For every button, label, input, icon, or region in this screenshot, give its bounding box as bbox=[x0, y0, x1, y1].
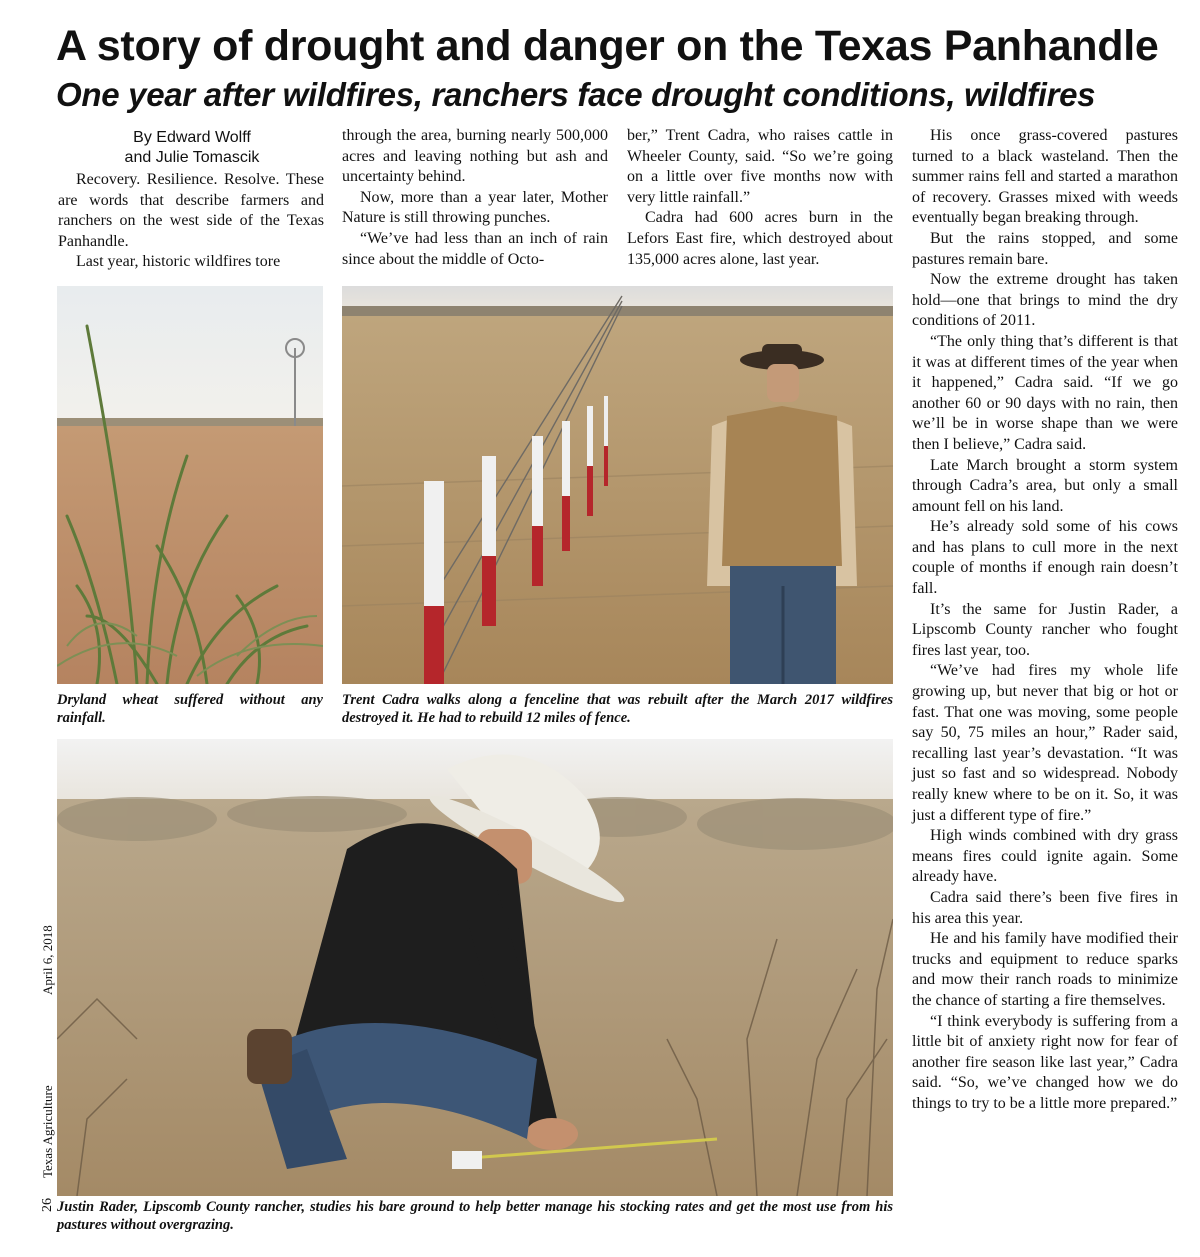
headline: A story of drought and danger on the Texas Panhandle bbox=[56, 22, 1159, 70]
paragraph: ber,” Trent Cadra, who raises cattle in Wheeler County, said. “So we’re going on a little over five months now with very little rainfall.” bbox=[627, 127, 893, 206]
article-column-4 bbox=[912, 126, 1178, 1115]
byline-author-1: By Edward Wolff bbox=[133, 129, 251, 146]
rancher-photo-caption: Justin Rader, Lipscomb County rancher, studies his bare ground to help better manage his stocking rates and get the most use from his pastures without overgrazing. bbox=[57, 1199, 893, 1233]
article-column-1 bbox=[58, 170, 324, 273]
byline bbox=[58, 128, 326, 168]
paragraph: He’s already sold some of his cows and has plans to cull more in the next couple of months if enough rain doesn’t fall. bbox=[912, 518, 1178, 598]
paragraph: Cadra said there’s been five fires in his area this year. bbox=[912, 888, 1178, 927]
article-column-2 bbox=[342, 126, 608, 270]
byline-author-2: and Julie Tomascik bbox=[124, 149, 260, 166]
article-column-3 bbox=[627, 126, 893, 270]
wheat-photo bbox=[57, 286, 323, 684]
subheadline: One year after wildfires, ranchers face drought conditions, wildfires bbox=[56, 76, 1096, 113]
fenceline-photo-caption: Trent Cadra walks along a fenceline that was rebuilt after the March 2017 wildfires destroyed it. He had to rebuild 12 miles of fence. bbox=[342, 692, 893, 726]
paragraph: Now, more than a year later, Mother Nature is still throwing punches. bbox=[342, 188, 608, 227]
paragraph: Late March brought a storm system through Cadra’s area, but only a small amount fell on his land. bbox=[912, 456, 1178, 515]
fenceline-photo bbox=[342, 286, 893, 684]
paragraph: High winds combined with dry grass means fires could ignite again. Some already have. bbox=[912, 827, 1178, 886]
paragraph: But the rains stopped, and some pastures remain bare. bbox=[912, 229, 1178, 268]
paragraph: It’s the same for Justin Rader, a Lipscomb County rancher who fought fires last year, too. bbox=[912, 600, 1178, 659]
folio-publication bbox=[40, 1085, 60, 1194]
paragraph: Now the extreme drought has taken hold—one that brings to mind the dry conditions of 2011. bbox=[912, 271, 1178, 330]
paragraph: Cadra had 600 acres burn in the Lefors East fire, which destroyed about 135,000 acres alone, last year. bbox=[627, 209, 893, 268]
publication-name: Texas Agriculture bbox=[40, 1085, 55, 1178]
folio-date bbox=[40, 925, 60, 1011]
paragraph: He and his family have modified their trucks and equipment to reduce sparks and mow their ranch roads to minimize the chance of starting a fire themselves. bbox=[912, 930, 1178, 1009]
paragraph: Last year, historic wildfires tore bbox=[76, 253, 281, 271]
paragraph: Recovery. Resilience. Resolve. These are words that describe farmers and ranchers on the west side of the Texas Panhandle. bbox=[58, 171, 324, 250]
rancher-photo bbox=[57, 739, 893, 1196]
paragraph: “I think everybody is suffering from a little bit of anxiety right now for fear of another fire season like last year,” Cadra said. “So, we’ve changed how we do things to try to be a little more prepared.” bbox=[912, 1012, 1178, 1112]
paragraph: “We’ve had less than an inch of rain since about the middle of Octo- bbox=[342, 229, 608, 268]
page-number: 26 bbox=[40, 1198, 55, 1212]
paragraph: His once grass-covered pastures turned to a black wasteland. Then the summer rains fell and started a marathon of recovery. Grasses mixed with weeds eventually began breaking through. bbox=[912, 127, 1178, 227]
paragraph: through the area, burning nearly 500,000 acres and leaving nothing but ash and uncertainty behind. bbox=[342, 127, 608, 186]
paragraph: “We’ve had fires my whole life growing up, but never that big or hot or fast. That one was moving, some people say 50, 75 miles an hour,” Rader said, recalling last year’s devastation. “It was just so fast and so widespread. Nobody really knew where to be on it. So, it was just a different type of fire.” bbox=[912, 662, 1178, 824]
paragraph: “The only thing that’s different is that it was at different times of the year when it happened,” Cadra said. “If we go another 60 or 90 days with no rain, then we’ll be in worse shape than we were then I believe,” Cadra said. bbox=[912, 332, 1178, 453]
issue-date: April 6, 2018 bbox=[40, 925, 55, 995]
wheat-photo-caption: Dryland wheat suffered without any rainfall. bbox=[57, 692, 323, 726]
